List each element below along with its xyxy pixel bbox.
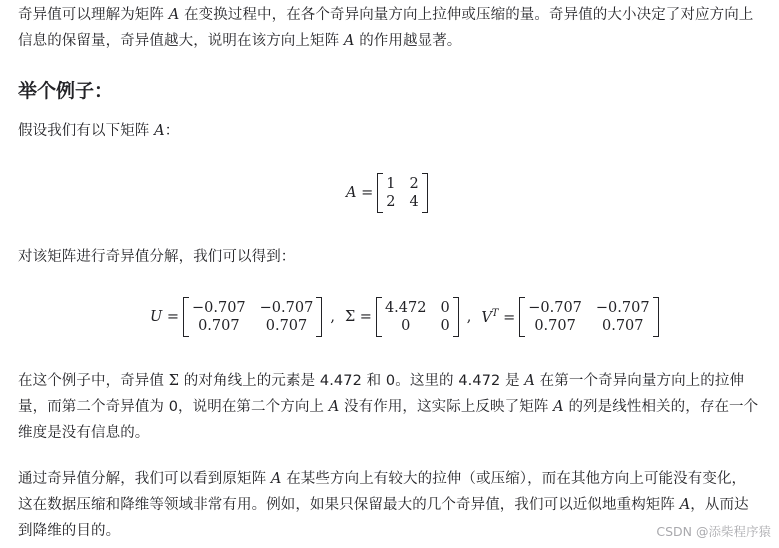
math-symbol: A [328,399,340,415]
matrix-u [183,297,322,337]
matrix-entry: 0 [401,318,411,334]
text-run: 在某些方向上有较大的拉伸（或压缩），而在其他方向上可能没有变化，这在数据压缩和降维等领域非常有用。例如，如果只保留最大的几个奇异值，我们可以近似地重构矩阵 [18,471,747,513]
matrix-entry: 1 [386,176,396,192]
paragraph-intro [18,2,760,54]
text-run: 的对角线上的元素是 4.472 和 0。这里的 4.472 是 [179,373,525,389]
math-symbol: A [168,7,180,23]
matrix-a [377,173,427,213]
comma-separator: , [466,309,472,325]
matrix-sigma [376,297,459,337]
text-run: 在这个例子中，奇异值 [18,373,169,389]
paragraph-svd [18,244,295,270]
equation-lhs: A = [346,185,374,201]
math-symbol: A [154,123,165,139]
comma-separator: , [330,309,335,325]
matrix-entry: −0.707 [259,300,314,316]
matrix-entry: 0.707 [601,318,644,334]
matrix-entry: −0.707 [595,300,650,316]
text-run: 没有作用，这实际上反映了矩阵 [339,399,554,415]
math-symbol: Σ [168,373,180,389]
equation-svd-result [18,294,760,340]
equation-lhs-vt: $V^T$ = [481,308,516,326]
math-symbol: A [524,373,535,389]
text-run: 奇异值可以理解为矩阵 [18,7,169,23]
text-run: 在变换过程中，在各个奇异向量方向上拉伸或压缩的量。奇异值的大小决定了对应方向上信息的保留量，奇异值越大，说明在该方向上矩阵 [18,7,754,49]
matrix-entry: 4.472 [384,300,427,316]
matrix-cells [189,297,316,337]
right-bracket [453,297,459,337]
text-run: 通过奇异值分解，我们可以看到原矩阵 [18,471,271,487]
text-run: ： [164,123,180,139]
math-symbol: A [270,471,282,487]
text-run: 假设我们有以下矩阵 [18,123,155,139]
matrix-entry: 2 [409,176,419,192]
matrix-entry: 0.707 [534,318,576,334]
section-heading: 举个例子： [18,80,114,102]
right-bracket [316,297,322,337]
matrix-cells [383,173,421,213]
matrix-entry: 0 [440,318,450,334]
csdn-watermark: CSDN @添柴程序猿 [656,524,771,539]
equation-lhs-u: U = [150,309,179,325]
math-symbol: A [553,399,564,415]
math-symbol: A [343,33,355,49]
text-run: 的列是线性相关的，存在一个维度是没有信息的。 [18,399,759,441]
matrix-entry: 2 [386,194,396,210]
matrix-cells [382,297,453,337]
matrix-entry: 0.707 [265,318,308,334]
matrix-cells [525,297,652,337]
paragraph-explanation [18,368,760,446]
paragraph-conclusion [18,466,760,544]
text-run: 在第一个奇异向量方向上的拉伸量，而第二个奇异值为 0，说明在第二个方向上 [18,373,745,415]
matrix-entry: 0 [440,300,450,316]
equation-matrix-a [18,170,760,216]
text-run: 对该矩阵进行奇异值分解，我们可以得到： [18,249,296,265]
matrix-entry: −0.707 [528,300,582,316]
equation-lhs-sigma: Σ = [344,309,372,325]
matrix-entry: −0.707 [191,300,246,316]
paragraph-assume [18,118,179,144]
right-bracket [422,173,428,213]
text-run: ，从而达到降维的目的。 [18,497,749,539]
matrix-vt [519,297,658,337]
matrix-entry: 0.707 [198,318,240,334]
right-bracket [653,297,659,337]
math-symbol: A [679,497,691,513]
text-run: 的作用越显著。 [354,33,462,49]
matrix-entry: 4 [409,194,419,210]
